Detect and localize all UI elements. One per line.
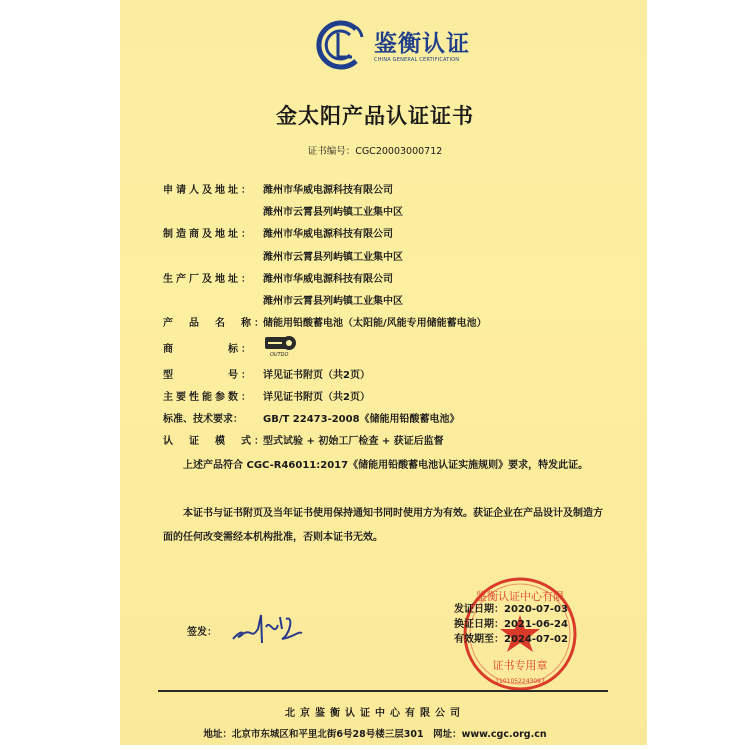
footer-organization: 北京鉴衡认证中心有限公司 (285, 708, 465, 719)
svg-text:1101052243097: 1101052243097 (495, 678, 545, 685)
field-label: 型 号： (163, 370, 254, 381)
field-value: 潍州市华威电源科技有限公司 (263, 185, 393, 196)
field-main-parameters (163, 388, 370, 403)
field-value: 潍州市云霄县列屿镇工业集中区 (263, 296, 403, 307)
valid-until-date: 有效期至：2024-07-02 (454, 634, 568, 645)
field-label: 商 标： (163, 344, 254, 355)
field-model (163, 366, 370, 381)
field-value: 详见证书附页（共2页） (263, 370, 370, 381)
outdo-brand-logo (262, 334, 302, 358)
field-label: 标准、技术要求： (163, 414, 243, 425)
cgc-logo (316, 17, 470, 73)
logo-name-en: CHINA GENERAL CERTIFICATION (374, 57, 460, 63)
field-label: 申请人及地址： (163, 185, 254, 196)
logo-name-cn: 鉴衡认证 (374, 31, 470, 57)
field-certification-mode (163, 432, 444, 447)
field-product-name (163, 314, 487, 329)
conformity-statement: 上述产品符合 CGC-R46011:2017《储能用铅酸蓄电池认证实施规则》要求，特发此证。 (163, 460, 589, 471)
field-value: 潍州市华威电源科技有限公司 (263, 274, 393, 285)
field-value: 储能用铅酸蓄电池（太阳能/风能专用储能蓄电池） (263, 318, 487, 329)
certificate-title: 金太阳产品认证证书 (276, 104, 474, 128)
field-label: 生产厂及地址： (163, 274, 254, 285)
footer-address: 地址：北京市东城区和平里北街6号28号楼三层301 网址：www.cgc.org.cn (203, 729, 547, 740)
field-value: 潍州市云霄县列屿镇工业集中区 (263, 252, 403, 263)
field-standard (163, 410, 460, 425)
field-value: 型式试验 + 初始工厂检查 + 获证后监督 (263, 436, 444, 447)
field-trademark (163, 340, 261, 355)
certificate-number: 证书编号：CGC20003000712 (307, 146, 443, 157)
issue-date: 发证日期：2020-07-03 (454, 604, 568, 615)
field-value: 潍州市云霄县列屿镇工业集中区 (263, 207, 403, 218)
field-label: 制造商及地址： (163, 229, 254, 240)
field-label: 主要性能参数： (163, 392, 254, 403)
outdo-logo-icon (262, 334, 302, 358)
field-value: 潍州市华威电源科技有限公司 (263, 229, 393, 240)
validity-statement: 本证书与证书附页及当年证书使用保持通知书同时使用方为有效。获证企业在产品设计及制造方面的任何改变需经本机构批准，否则本证书无效。 (163, 508, 603, 543)
footer-divider (158, 690, 608, 692)
renew-date: 换证日期：2021-06-24 (454, 619, 568, 630)
signature-label: 签发： (187, 627, 217, 638)
field-label: 认 证 模 式： (163, 436, 267, 447)
field-value: GB/T 22473-2008《储能用铅酸蓄电池》 (263, 414, 460, 425)
svg-text:证书专用章: 证书专用章 (492, 659, 548, 672)
gc-logo-icon (316, 17, 372, 73)
field-label: 产 品 名 称： (163, 318, 267, 329)
field-value: 详见证书附页（共2页） (263, 392, 370, 403)
certificate-dates (454, 602, 568, 647)
field-factory (163, 270, 393, 285)
signature-icon (228, 607, 308, 647)
field-manufacturer (163, 225, 393, 240)
field-applicant (163, 181, 393, 196)
svg-text:OUTDO: OUTDO (270, 352, 289, 358)
svg-text:鉴衡认证中心有限: 鉴衡认证中心有限 (476, 590, 564, 603)
